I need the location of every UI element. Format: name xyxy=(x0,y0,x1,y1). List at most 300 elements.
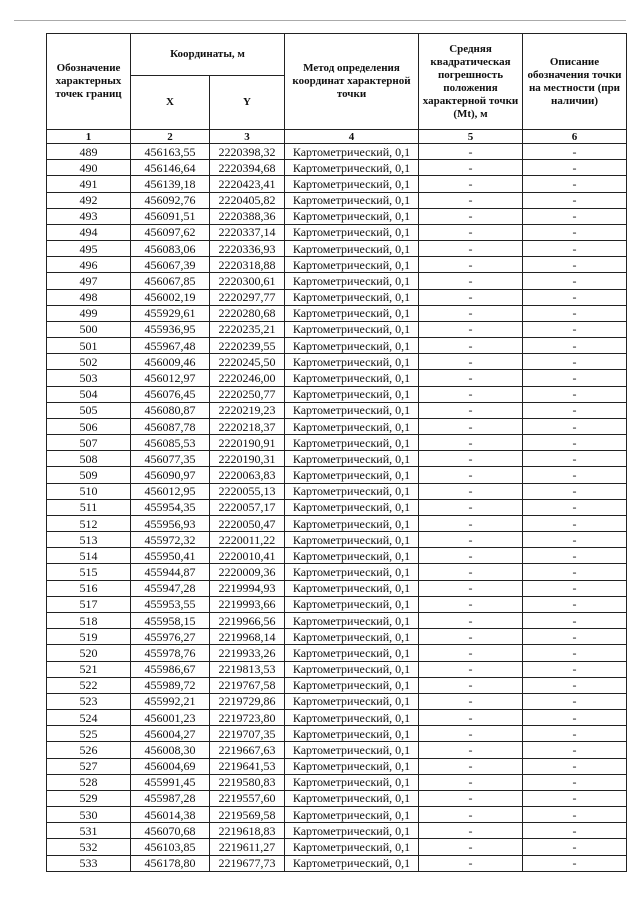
description-cell: - xyxy=(523,192,627,208)
error-cell: - xyxy=(419,661,523,677)
description-cell: - xyxy=(523,790,627,806)
y-coordinate-cell: 2219729,86 xyxy=(210,693,285,709)
x-coordinate-cell: 456012,95 xyxy=(131,483,210,499)
error-cell: - xyxy=(419,321,523,337)
table-row xyxy=(47,515,627,531)
y-coordinate-cell: 2219569,58 xyxy=(210,807,285,823)
method-cell: Картометрический, 0,1 xyxy=(285,192,419,208)
y-coordinate-cell: 2220219,23 xyxy=(210,402,285,418)
error-cell: - xyxy=(419,855,523,871)
y-coordinate-cell: 2219813,53 xyxy=(210,661,285,677)
description-cell: - xyxy=(523,257,627,273)
table-body xyxy=(47,144,627,872)
x-coordinate-cell: 455947,28 xyxy=(131,580,210,596)
point-number-cell: 509 xyxy=(47,467,131,483)
table-row xyxy=(47,354,627,370)
y-coordinate-cell: 2219993,66 xyxy=(210,596,285,612)
point-number-cell: 501 xyxy=(47,338,131,354)
x-coordinate-cell: 456067,39 xyxy=(131,257,210,273)
x-coordinate-cell: 456087,78 xyxy=(131,418,210,434)
method-cell: Картометрический, 0,1 xyxy=(285,548,419,564)
table-row xyxy=(47,418,627,434)
method-cell: Картометрический, 0,1 xyxy=(285,321,419,337)
table-row xyxy=(47,661,627,677)
table-row xyxy=(47,499,627,515)
y-coordinate-cell: 2220246,00 xyxy=(210,370,285,386)
error-cell: - xyxy=(419,532,523,548)
description-cell: - xyxy=(523,160,627,176)
header-method: Метод определения координат характерной точки xyxy=(285,34,419,130)
method-cell: Картометрический, 0,1 xyxy=(285,273,419,289)
y-coordinate-cell: 2220405,82 xyxy=(210,192,285,208)
point-number-cell: 506 xyxy=(47,418,131,434)
column-number: 3 xyxy=(210,130,285,144)
point-number-cell: 522 xyxy=(47,677,131,693)
x-coordinate-cell: 455954,35 xyxy=(131,499,210,515)
description-cell: - xyxy=(523,483,627,499)
y-coordinate-cell: 2219767,58 xyxy=(210,677,285,693)
error-cell: - xyxy=(419,790,523,806)
description-cell: - xyxy=(523,629,627,645)
error-cell: - xyxy=(419,305,523,321)
description-cell: - xyxy=(523,758,627,774)
table-row xyxy=(47,144,627,160)
x-coordinate-cell: 456163,55 xyxy=(131,144,210,160)
header-coordinates: Координаты, м xyxy=(131,34,285,76)
table-row xyxy=(47,192,627,208)
point-number-cell: 518 xyxy=(47,612,131,628)
description-cell: - xyxy=(523,208,627,224)
description-cell: - xyxy=(523,305,627,321)
point-number-cell: 504 xyxy=(47,386,131,402)
y-coordinate-cell: 2219968,14 xyxy=(210,629,285,645)
error-cell: - xyxy=(419,224,523,240)
method-cell: Картометрический, 0,1 xyxy=(285,354,419,370)
method-cell: Картометрический, 0,1 xyxy=(285,289,419,305)
error-cell: - xyxy=(419,273,523,289)
method-cell: Картометрический, 0,1 xyxy=(285,710,419,726)
y-coordinate-cell: 2219618,83 xyxy=(210,823,285,839)
x-coordinate-cell: 456139,18 xyxy=(131,176,210,192)
point-number-cell: 507 xyxy=(47,435,131,451)
description-cell: - xyxy=(523,435,627,451)
description-cell: - xyxy=(523,273,627,289)
description-cell: - xyxy=(523,241,627,257)
description-cell: - xyxy=(523,338,627,354)
column-number: 5 xyxy=(419,130,523,144)
method-cell: Картометрический, 0,1 xyxy=(285,451,419,467)
description-cell: - xyxy=(523,370,627,386)
method-cell: Картометрический, 0,1 xyxy=(285,693,419,709)
y-coordinate-cell: 2219966,56 xyxy=(210,612,285,628)
method-cell: Картометрический, 0,1 xyxy=(285,257,419,273)
error-cell: - xyxy=(419,451,523,467)
table-row xyxy=(47,774,627,790)
page-top-rule xyxy=(14,20,626,21)
method-cell: Картометрический, 0,1 xyxy=(285,402,419,418)
point-number-cell: 514 xyxy=(47,548,131,564)
description-cell: - xyxy=(523,321,627,337)
y-coordinate-cell: 2220190,31 xyxy=(210,451,285,467)
point-number-cell: 516 xyxy=(47,580,131,596)
error-cell: - xyxy=(419,726,523,742)
point-number-cell: 499 xyxy=(47,305,131,321)
method-cell: Картометрический, 0,1 xyxy=(285,338,419,354)
point-number-cell: 533 xyxy=(47,855,131,871)
error-cell: - xyxy=(419,758,523,774)
table-row xyxy=(47,160,627,176)
y-coordinate-cell: 2220063,83 xyxy=(210,467,285,483)
point-number-cell: 492 xyxy=(47,192,131,208)
method-cell: Картометрический, 0,1 xyxy=(285,435,419,451)
y-coordinate-cell: 2220280,68 xyxy=(210,305,285,321)
method-cell: Картометрический, 0,1 xyxy=(285,839,419,855)
error-cell: - xyxy=(419,483,523,499)
x-coordinate-cell: 456067,85 xyxy=(131,273,210,289)
x-coordinate-cell: 456091,51 xyxy=(131,208,210,224)
method-cell: Картометрический, 0,1 xyxy=(285,160,419,176)
table-row xyxy=(47,370,627,386)
error-cell: - xyxy=(419,354,523,370)
y-coordinate-cell: 2220009,36 xyxy=(210,564,285,580)
x-coordinate-cell: 456014,38 xyxy=(131,807,210,823)
y-coordinate-cell: 2220245,50 xyxy=(210,354,285,370)
description-cell: - xyxy=(523,386,627,402)
point-number-cell: 519 xyxy=(47,629,131,645)
x-coordinate-cell: 456097,62 xyxy=(131,224,210,240)
description-cell: - xyxy=(523,354,627,370)
column-number-row xyxy=(47,130,627,144)
error-cell: - xyxy=(419,774,523,790)
y-coordinate-cell: 2220423,41 xyxy=(210,176,285,192)
point-number-cell: 496 xyxy=(47,257,131,273)
point-number-cell: 513 xyxy=(47,532,131,548)
y-coordinate-cell: 2220398,32 xyxy=(210,144,285,160)
table-row xyxy=(47,855,627,871)
y-coordinate-cell: 2220318,88 xyxy=(210,257,285,273)
y-coordinate-cell: 2220300,61 xyxy=(210,273,285,289)
error-cell: - xyxy=(419,839,523,855)
point-number-cell: 494 xyxy=(47,224,131,240)
x-coordinate-cell: 455953,55 xyxy=(131,596,210,612)
point-number-cell: 490 xyxy=(47,160,131,176)
x-coordinate-cell: 456004,69 xyxy=(131,758,210,774)
description-cell: - xyxy=(523,467,627,483)
description-cell: - xyxy=(523,224,627,240)
table-row xyxy=(47,208,627,224)
y-coordinate-cell: 2219994,93 xyxy=(210,580,285,596)
x-coordinate-cell: 456085,53 xyxy=(131,435,210,451)
point-number-cell: 515 xyxy=(47,564,131,580)
method-cell: Картометрический, 0,1 xyxy=(285,807,419,823)
x-coordinate-cell: 455929,61 xyxy=(131,305,210,321)
point-number-cell: 526 xyxy=(47,742,131,758)
x-coordinate-cell: 455989,72 xyxy=(131,677,210,693)
table-row xyxy=(47,564,627,580)
table-row xyxy=(47,612,627,628)
description-cell: - xyxy=(523,418,627,434)
error-cell: - xyxy=(419,386,523,402)
method-cell: Картометрический, 0,1 xyxy=(285,742,419,758)
table-row xyxy=(47,726,627,742)
y-coordinate-cell: 2219933,26 xyxy=(210,645,285,661)
error-cell: - xyxy=(419,176,523,192)
column-number: 2 xyxy=(131,130,210,144)
x-coordinate-cell: 455991,45 xyxy=(131,774,210,790)
table-row xyxy=(47,386,627,402)
point-number-cell: 521 xyxy=(47,661,131,677)
method-cell: Картометрический, 0,1 xyxy=(285,677,419,693)
table-row xyxy=(47,289,627,305)
table-row xyxy=(47,451,627,467)
error-cell: - xyxy=(419,160,523,176)
y-coordinate-cell: 2220190,91 xyxy=(210,435,285,451)
point-number-cell: 495 xyxy=(47,241,131,257)
method-cell: Картометрический, 0,1 xyxy=(285,224,419,240)
error-cell: - xyxy=(419,710,523,726)
error-cell: - xyxy=(419,548,523,564)
error-cell: - xyxy=(419,338,523,354)
method-cell: Картометрический, 0,1 xyxy=(285,645,419,661)
x-coordinate-cell: 455992,21 xyxy=(131,693,210,709)
point-number-cell: 502 xyxy=(47,354,131,370)
y-coordinate-cell: 2220250,77 xyxy=(210,386,285,402)
column-number: 4 xyxy=(285,130,419,144)
error-cell: - xyxy=(419,596,523,612)
error-cell: - xyxy=(419,807,523,823)
header-x: X xyxy=(131,76,210,130)
x-coordinate-cell: 456077,35 xyxy=(131,451,210,467)
description-cell: - xyxy=(523,823,627,839)
x-coordinate-cell: 456092,76 xyxy=(131,192,210,208)
table-row xyxy=(47,241,627,257)
x-coordinate-cell: 456090,97 xyxy=(131,467,210,483)
point-number-cell: 497 xyxy=(47,273,131,289)
method-cell: Картометрический, 0,1 xyxy=(285,790,419,806)
description-cell: - xyxy=(523,402,627,418)
coordinates-table xyxy=(46,33,627,872)
error-cell: - xyxy=(419,289,523,305)
x-coordinate-cell: 456001,23 xyxy=(131,710,210,726)
table-row xyxy=(47,224,627,240)
x-coordinate-cell: 456009,46 xyxy=(131,354,210,370)
error-cell: - xyxy=(419,515,523,531)
method-cell: Картометрический, 0,1 xyxy=(285,305,419,321)
x-coordinate-cell: 456083,06 xyxy=(131,241,210,257)
point-number-cell: 520 xyxy=(47,645,131,661)
table-row xyxy=(47,467,627,483)
x-coordinate-cell: 455978,76 xyxy=(131,645,210,661)
x-coordinate-cell: 456008,30 xyxy=(131,742,210,758)
description-cell: - xyxy=(523,144,627,160)
method-cell: Картометрический, 0,1 xyxy=(285,208,419,224)
x-coordinate-cell: 456146,64 xyxy=(131,160,210,176)
description-cell: - xyxy=(523,289,627,305)
y-coordinate-cell: 2220218,37 xyxy=(210,418,285,434)
description-cell: - xyxy=(523,693,627,709)
x-coordinate-cell: 456012,97 xyxy=(131,370,210,386)
error-cell: - xyxy=(419,677,523,693)
y-coordinate-cell: 2219723,80 xyxy=(210,710,285,726)
table-row xyxy=(47,677,627,693)
table-row xyxy=(47,402,627,418)
point-number-cell: 527 xyxy=(47,758,131,774)
x-coordinate-cell: 455967,48 xyxy=(131,338,210,354)
x-coordinate-cell: 456002,19 xyxy=(131,289,210,305)
table-row xyxy=(47,742,627,758)
column-number: 6 xyxy=(523,130,627,144)
y-coordinate-cell: 2220055,13 xyxy=(210,483,285,499)
header-y: Y xyxy=(210,76,285,130)
description-cell: - xyxy=(523,612,627,628)
method-cell: Картометрический, 0,1 xyxy=(285,564,419,580)
error-cell: - xyxy=(419,370,523,386)
y-coordinate-cell: 2219667,63 xyxy=(210,742,285,758)
method-cell: Картометрический, 0,1 xyxy=(285,499,419,515)
description-cell: - xyxy=(523,645,627,661)
table-row xyxy=(47,823,627,839)
method-cell: Картометрический, 0,1 xyxy=(285,774,419,790)
description-cell: - xyxy=(523,499,627,515)
description-cell: - xyxy=(523,710,627,726)
point-number-cell: 512 xyxy=(47,515,131,531)
description-cell: - xyxy=(523,532,627,548)
point-number-cell: 517 xyxy=(47,596,131,612)
y-coordinate-cell: 2219707,35 xyxy=(210,726,285,742)
table-row xyxy=(47,596,627,612)
method-cell: Картометрический, 0,1 xyxy=(285,612,419,628)
method-cell: Картометрический, 0,1 xyxy=(285,467,419,483)
description-cell: - xyxy=(523,855,627,871)
error-cell: - xyxy=(419,208,523,224)
point-number-cell: 524 xyxy=(47,710,131,726)
error-cell: - xyxy=(419,402,523,418)
table-row xyxy=(47,645,627,661)
header-point-description: Описание обозначения точки на местности (при наличии) xyxy=(523,34,627,130)
error-cell: - xyxy=(419,823,523,839)
x-coordinate-cell: 455987,28 xyxy=(131,790,210,806)
description-cell: - xyxy=(523,176,627,192)
method-cell: Картометрический, 0,1 xyxy=(285,726,419,742)
method-cell: Картометрический, 0,1 xyxy=(285,580,419,596)
point-number-cell: 530 xyxy=(47,807,131,823)
table-row xyxy=(47,257,627,273)
table-row xyxy=(47,580,627,596)
y-coordinate-cell: 2220011,22 xyxy=(210,532,285,548)
error-cell: - xyxy=(419,612,523,628)
method-cell: Картометрический, 0,1 xyxy=(285,596,419,612)
error-cell: - xyxy=(419,241,523,257)
y-coordinate-cell: 2220239,55 xyxy=(210,338,285,354)
method-cell: Картометрический, 0,1 xyxy=(285,144,419,160)
point-number-cell: 511 xyxy=(47,499,131,515)
point-number-cell: 489 xyxy=(47,144,131,160)
method-cell: Картометрический, 0,1 xyxy=(285,629,419,645)
error-cell: - xyxy=(419,580,523,596)
x-coordinate-cell: 456004,27 xyxy=(131,726,210,742)
error-cell: - xyxy=(419,192,523,208)
method-cell: Картометрический, 0,1 xyxy=(285,241,419,257)
y-coordinate-cell: 2220050,47 xyxy=(210,515,285,531)
description-cell: - xyxy=(523,839,627,855)
error-cell: - xyxy=(419,742,523,758)
point-number-cell: 505 xyxy=(47,402,131,418)
header-point-designation: Обозначение характерных точек границ xyxy=(47,34,131,130)
error-cell: - xyxy=(419,629,523,645)
table-row xyxy=(47,790,627,806)
method-cell: Картометрический, 0,1 xyxy=(285,418,419,434)
description-cell: - xyxy=(523,677,627,693)
table-row xyxy=(47,807,627,823)
x-coordinate-cell: 455972,32 xyxy=(131,532,210,548)
point-number-cell: 503 xyxy=(47,370,131,386)
error-cell: - xyxy=(419,564,523,580)
x-coordinate-cell: 456070,68 xyxy=(131,823,210,839)
y-coordinate-cell: 2220057,17 xyxy=(210,499,285,515)
y-coordinate-cell: 2219580,83 xyxy=(210,774,285,790)
y-coordinate-cell: 2220010,41 xyxy=(210,548,285,564)
point-number-cell: 498 xyxy=(47,289,131,305)
x-coordinate-cell: 456076,45 xyxy=(131,386,210,402)
method-cell: Картометрический, 0,1 xyxy=(285,532,419,548)
table-row xyxy=(47,435,627,451)
method-cell: Картометрический, 0,1 xyxy=(285,370,419,386)
error-cell: - xyxy=(419,499,523,515)
point-number-cell: 531 xyxy=(47,823,131,839)
point-number-cell: 528 xyxy=(47,774,131,790)
table-row xyxy=(47,321,627,337)
table-row xyxy=(47,693,627,709)
x-coordinate-cell: 456080,87 xyxy=(131,402,210,418)
table-row xyxy=(47,710,627,726)
method-cell: Картометрический, 0,1 xyxy=(285,176,419,192)
description-cell: - xyxy=(523,807,627,823)
point-number-cell: 493 xyxy=(47,208,131,224)
column-number: 1 xyxy=(47,130,131,144)
x-coordinate-cell: 455936,95 xyxy=(131,321,210,337)
point-number-cell: 523 xyxy=(47,693,131,709)
x-coordinate-cell: 455950,41 xyxy=(131,548,210,564)
error-cell: - xyxy=(419,693,523,709)
y-coordinate-cell: 2219557,60 xyxy=(210,790,285,806)
table-row xyxy=(47,839,627,855)
description-cell: - xyxy=(523,564,627,580)
error-cell: - xyxy=(419,418,523,434)
x-coordinate-cell: 455956,93 xyxy=(131,515,210,531)
method-cell: Картометрический, 0,1 xyxy=(285,386,419,402)
x-coordinate-cell: 455958,15 xyxy=(131,612,210,628)
error-cell: - xyxy=(419,467,523,483)
error-cell: - xyxy=(419,144,523,160)
y-coordinate-cell: 2220388,36 xyxy=(210,208,285,224)
point-number-cell: 508 xyxy=(47,451,131,467)
y-coordinate-cell: 2219677,73 xyxy=(210,855,285,871)
description-cell: - xyxy=(523,726,627,742)
point-number-cell: 491 xyxy=(47,176,131,192)
x-coordinate-cell: 455944,87 xyxy=(131,564,210,580)
point-number-cell: 500 xyxy=(47,321,131,337)
x-coordinate-cell: 455976,27 xyxy=(131,629,210,645)
description-cell: - xyxy=(523,451,627,467)
y-coordinate-cell: 2220336,93 xyxy=(210,241,285,257)
table-row xyxy=(47,338,627,354)
table-row xyxy=(47,273,627,289)
description-cell: - xyxy=(523,774,627,790)
x-coordinate-cell: 456103,85 xyxy=(131,839,210,855)
y-coordinate-cell: 2220235,21 xyxy=(210,321,285,337)
y-coordinate-cell: 2219641,53 xyxy=(210,758,285,774)
table-row xyxy=(47,305,627,321)
